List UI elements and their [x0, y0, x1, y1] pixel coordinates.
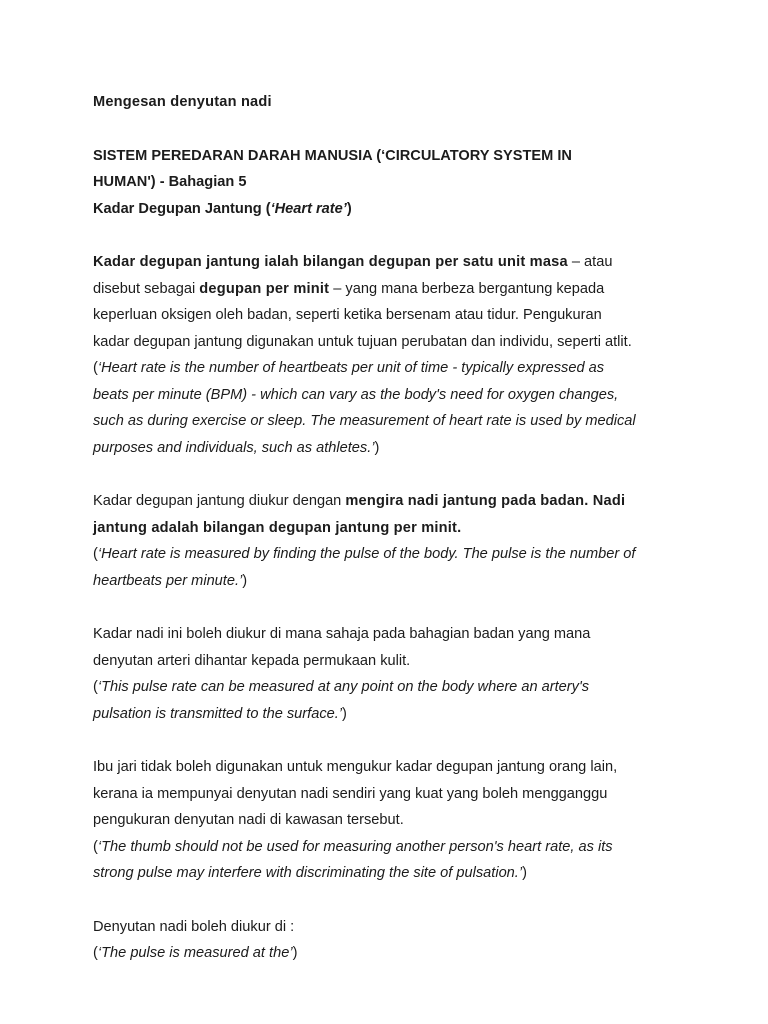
paren-close: ) [292, 945, 298, 961]
translation-text: purposes and individuals, such as athletes.’ [93, 439, 375, 456]
paragraph-line [93, 276, 693, 303]
paragraph-thumb-warning [93, 754, 693, 887]
translation-text: ‘The thumb should not be used for measuring another person's heart rate, as its [97, 838, 613, 855]
paragraph-pulse-sites [93, 914, 693, 967]
translation-line [93, 940, 693, 967]
paragraph-line: Denyutan nadi boleh diukur di : [93, 918, 295, 935]
paren-open: ( [93, 838, 98, 855]
bpm-bold: degupan per minit [199, 280, 330, 297]
translation-line [93, 860, 693, 887]
translation-text: ‘The pulse is measured at the’ [97, 945, 293, 961]
paragraph-line: pengukuran denyutan nadi di kawasan tersebut. [93, 812, 404, 828]
paragraph-pulse-measurement [93, 488, 693, 594]
document-title: Mengesan denyutan nadi [93, 94, 272, 110]
translation-line [93, 355, 693, 382]
spacer [93, 887, 693, 914]
subheading-prefix: Kadar Degupan Jantung ( [93, 200, 271, 217]
paren-open: ( [93, 360, 98, 376]
paragraph-line [93, 488, 693, 515]
paragraph-line: denyutan arteri dihantar kepada permukaan kulit. [93, 652, 411, 669]
paren-open: ( [93, 679, 98, 695]
subheading-english: ‘Heart rate’ [270, 200, 347, 217]
translation-line [93, 435, 693, 462]
translation-text: strong pulse may interfere with discriminating the site of pulsation.’ [93, 865, 523, 881]
translation-text: pulsation is transmitted to the surface.’ [93, 705, 343, 722]
translation-line: beats per minute (BPM) - which can vary as the body's need for oxygen changes, [93, 386, 619, 403]
paren-close: ) [522, 865, 527, 881]
paren-close: ) [342, 705, 347, 722]
translation-line [93, 674, 693, 701]
document-page [93, 89, 693, 967]
text-run: – yang mana berbeza bergantung kepada [329, 280, 605, 297]
translation-line [93, 834, 693, 861]
translation-text: ‘Heart rate is the number of heartbeats per unit of time - typically expressed as [97, 360, 605, 376]
paragraph-pulse-location [93, 621, 693, 727]
paren-open: ( [93, 546, 98, 562]
translation-text: heartbeats per minute.’ [93, 572, 243, 589]
translation-line: such as during exercise or sleep. The measurement of heart rate is used by medical [93, 413, 636, 429]
paren-close: ) [374, 439, 380, 456]
definition-rest: – atau [567, 254, 613, 270]
spacer [93, 222, 693, 249]
paragraph-line: Ibu jari tidak boleh digunakan untuk mengukur kadar degupan jantung orang lain, [93, 759, 618, 775]
paragraph-line: jantung adalah bilangan degupan jantung per minit. [93, 519, 462, 536]
translation-line [93, 701, 693, 728]
translation-text: ‘This pulse rate can be measured at any point on the body where an artery's [97, 679, 590, 695]
paragraph-line: keperluan oksigen oleh badan, seperti ketika bersenam atau tidur. Pengukuran [93, 307, 602, 323]
paren-open: ( [93, 945, 98, 961]
spacer [93, 116, 693, 143]
spacer [93, 727, 693, 754]
definition-bold: Kadar degupan jantung ialah bilangan degupan per satu unit masa [93, 254, 568, 270]
paragraph-line: kerana ia mempunyai denyutan nadi sendiri yang kuat yang boleh mengganggu [93, 785, 608, 802]
text-run: Kadar degupan jantung diukur dengan [93, 493, 346, 509]
paragraph-line [93, 249, 693, 276]
translation-line [93, 541, 693, 568]
translation-text: ‘Heart rate is measured by finding the pulse of the body. The pulse is the number of [97, 546, 636, 562]
heading-line-2: HUMAN') - Bahagian 5 [93, 174, 247, 190]
paren-close: ) [242, 572, 248, 589]
paragraph-line: kadar degupan jantung digunakan untuk tujuan perubatan dan individu, seperti atlit. [93, 333, 632, 350]
subheading-suffix: ) [346, 200, 352, 217]
paragraph-line: Kadar nadi ini boleh diukur di mana sahaja pada bahagian badan yang mana [93, 626, 591, 642]
subheading [93, 196, 693, 223]
text-run: disebut sebagai [93, 280, 200, 297]
section-heading [93, 143, 693, 223]
spacer [93, 461, 693, 488]
translation-line [93, 568, 693, 595]
pulse-bold: mengira nadi jantung pada badan. Nadi [345, 493, 626, 509]
paragraph-heart-rate-definition [93, 249, 693, 461]
spacer [93, 594, 693, 621]
heading-line-1: SISTEM PEREDARAN DARAH MANUSIA (‘CIRCULATORY SYSTEM IN [93, 147, 572, 164]
